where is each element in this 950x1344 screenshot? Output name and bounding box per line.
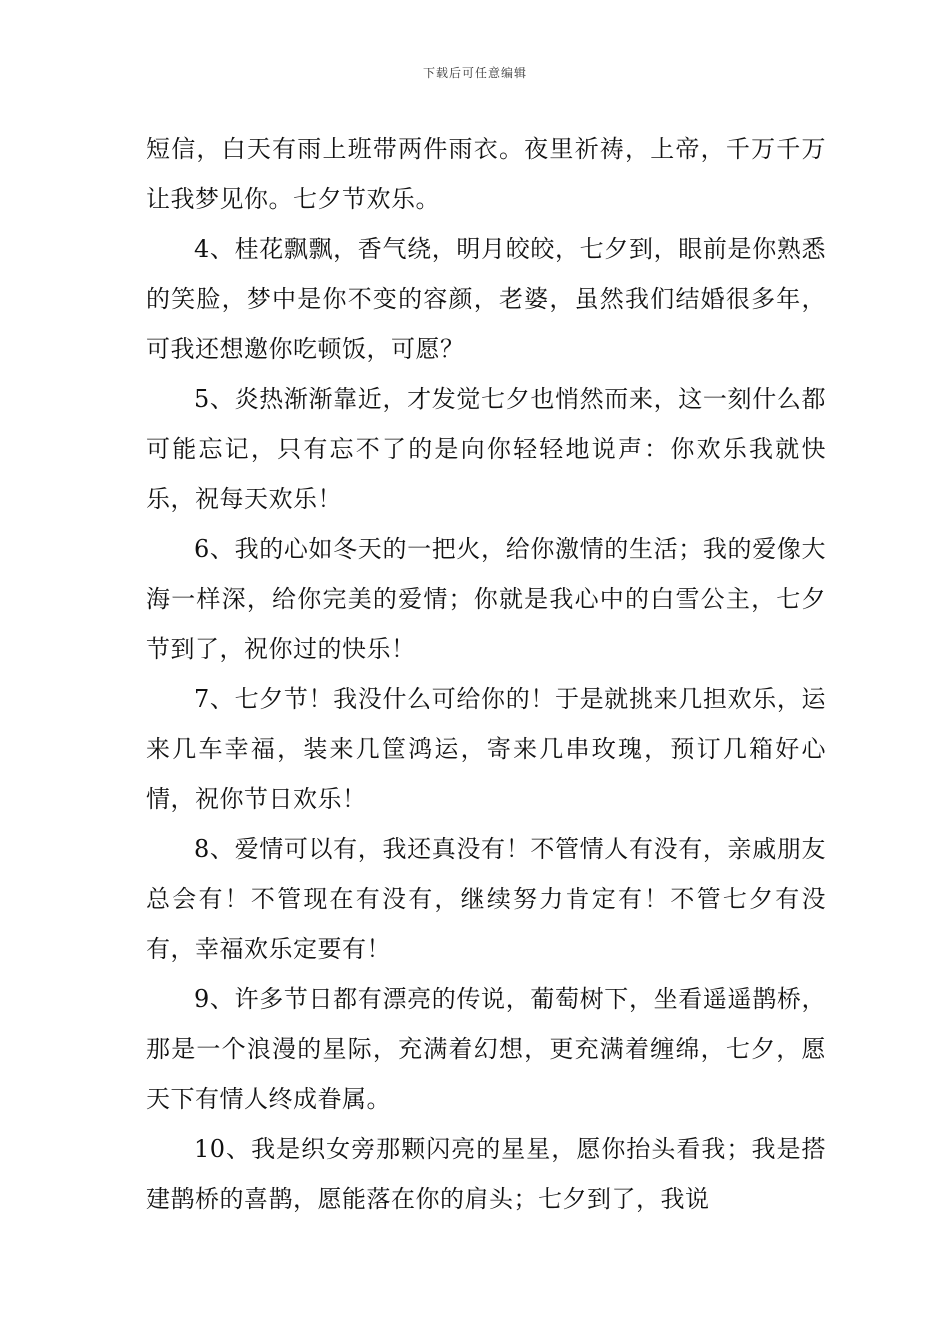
document-body <box>146 124 826 1224</box>
paragraph: 7、七夕节！我没什么可给你的！于是就挑来几担欢乐，运来几车幸福，装来几筐鸿运，寄来几串玫瑰，预订几箱好心情，祝你节日欢乐！ <box>146 685 826 813</box>
paragraph: 4、桂花飘飘，香气绕，明月皎皎，七夕到，眼前是你熟悉的笑脸，梦中是你不变的容颜，老婆，虽然我们结婚很多年，可我还想邀你吃顿饭，可愿？ <box>146 235 826 363</box>
paragraph: 短信，白天有雨上班带两件雨衣。夜里祈祷，上帝，千万千万让我梦见你。七夕节欢乐。 <box>146 135 826 213</box>
page-header: 下载后可任意编辑 <box>422 66 527 80</box>
paragraph: 5、炎热渐渐靠近，才发觉七夕也悄然而来，这一刻什么都可能忘记，只有忘不了的是向你轻轻地说声：你欢乐我就快乐，祝每天欢乐！ <box>146 385 826 513</box>
paragraph: 9、许多节日都有漂亮的传说，葡萄树下，坐看遥遥鹊桥，那是一个浪漫的星际，充满着幻想，更充满着缠绵，七夕，愿天下有情人终成眷属。 <box>146 985 826 1113</box>
paragraph: 6、我的心如冬天的一把火，给你激情的生活；我的爱像大海一样深，给你完美的爱情；你就是我心中的白雪公主，七夕节到了，祝你过的快乐！ <box>146 535 826 663</box>
paragraph: 8、爱情可以有，我还真没有！不管情人有没有，亲戚朋友总会有！不管现在有没有，继续努力肯定有！不管七夕有没有，幸福欢乐定要有！ <box>146 835 826 963</box>
paragraph: 10、我是织女旁那颗闪亮的星星，愿你抬头看我；我是搭建鹊桥的喜鹊，愿能落在你的肩头；七夕到了，我说 <box>146 1135 826 1213</box>
